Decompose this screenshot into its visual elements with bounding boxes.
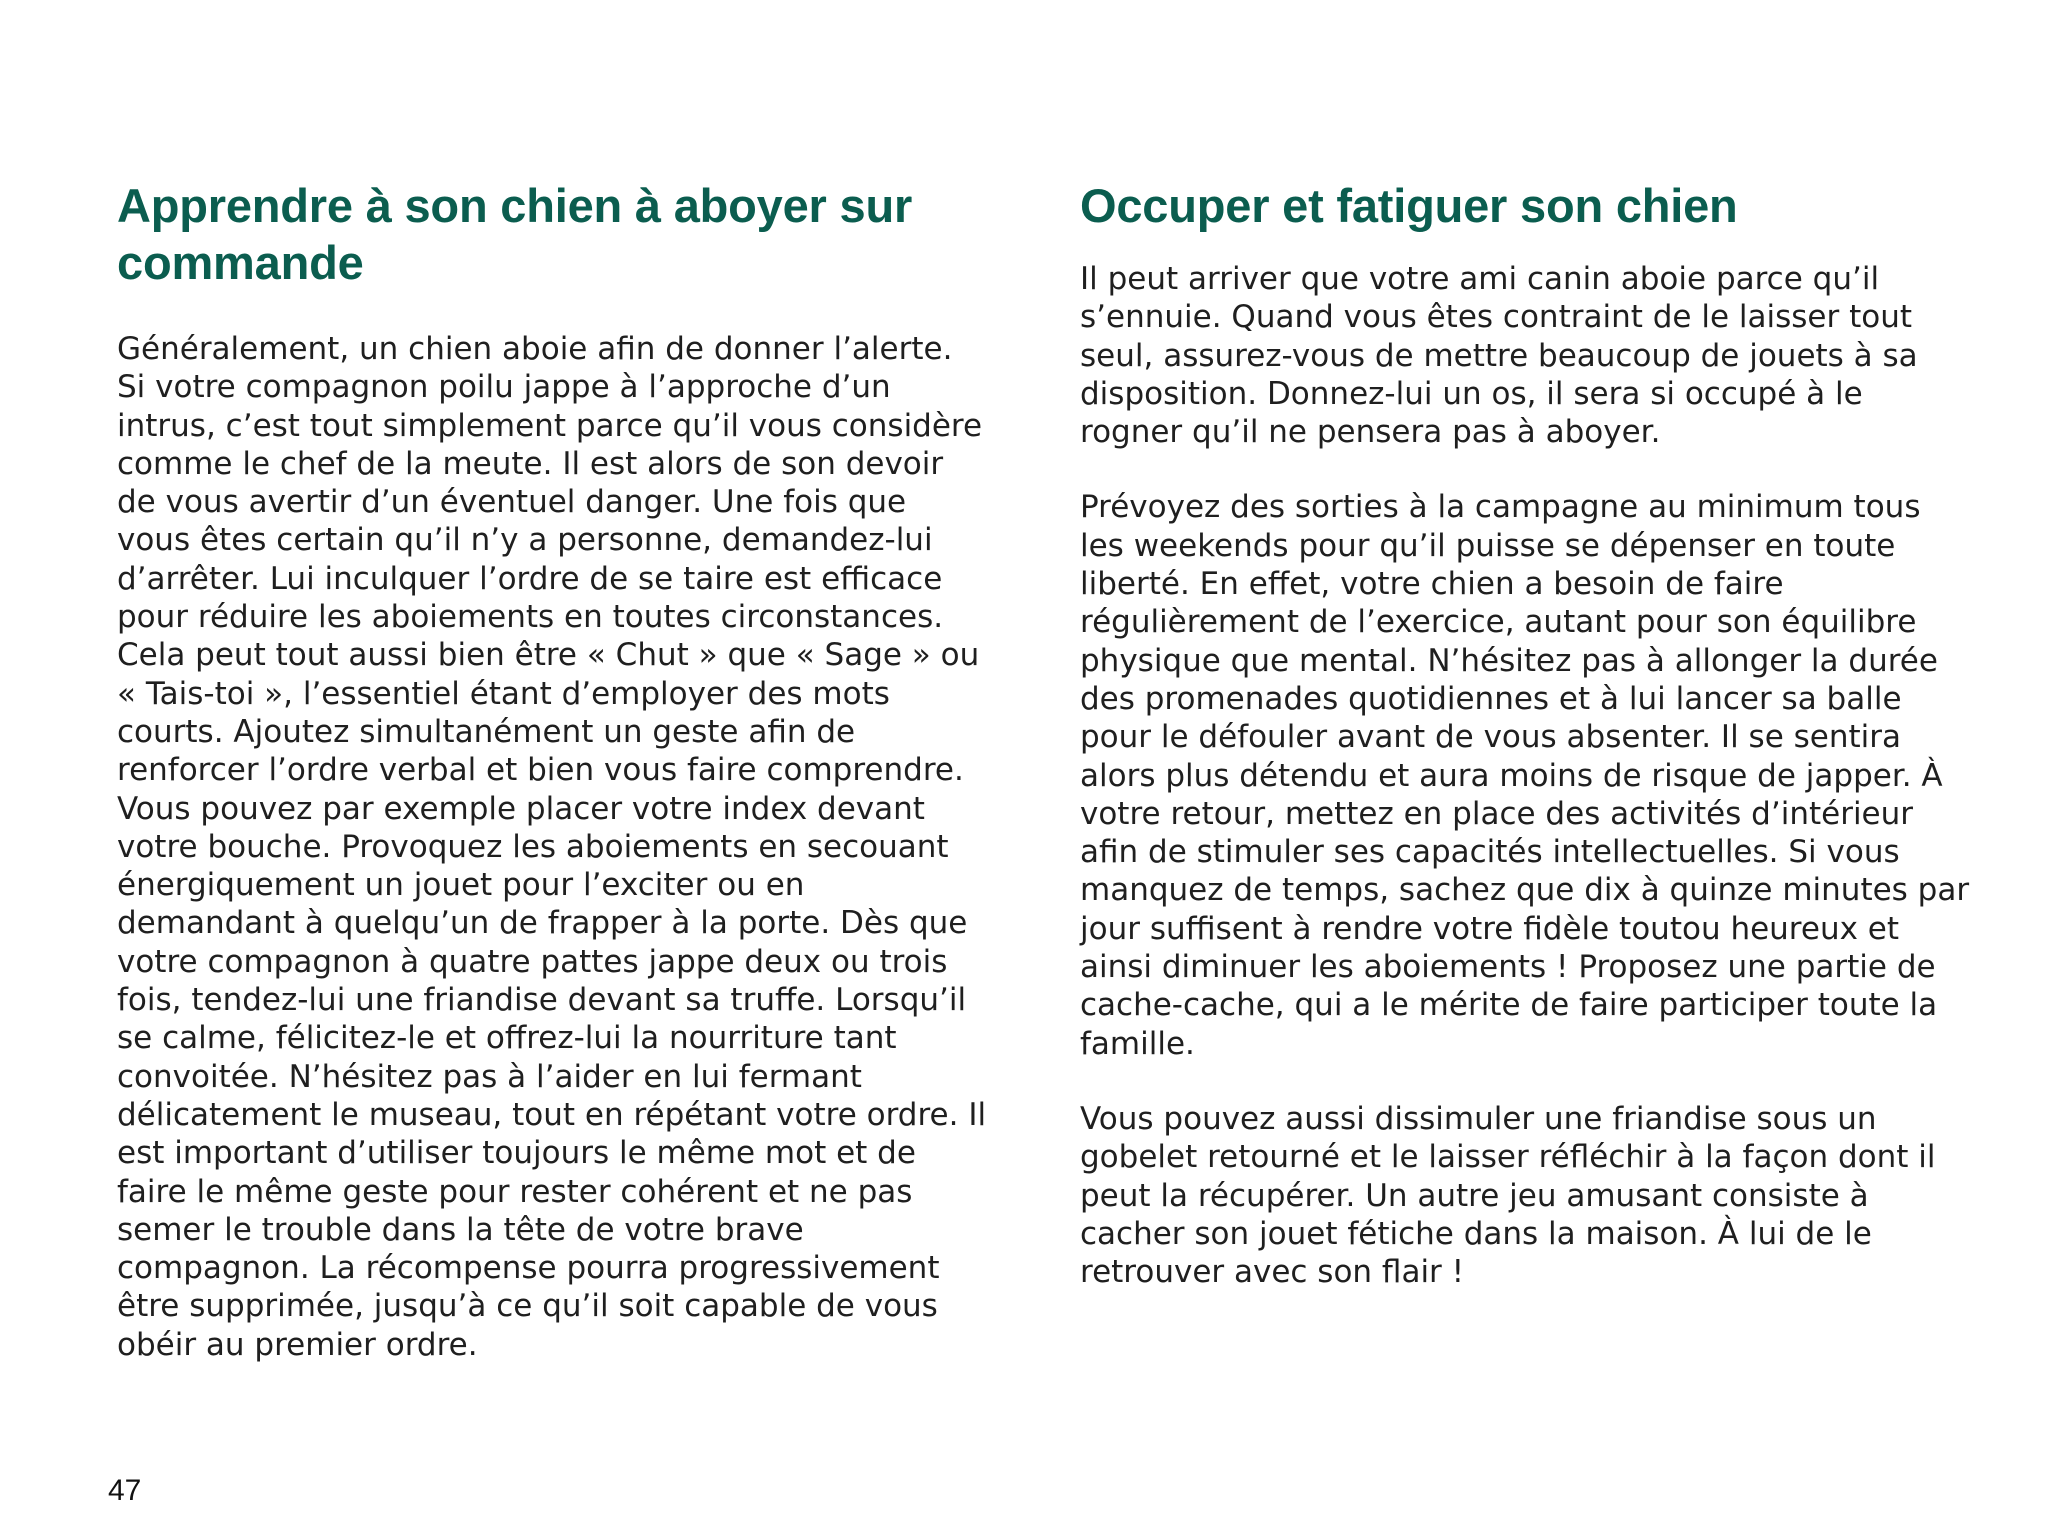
right-section-title: Occuper et fatiguer son chien [1080, 179, 1738, 232]
right-section-paragraph-3: Vous pouvez aussi dissimuler une friandise sous un gobelet retourné et le laisser réfléchir à la façon dont il peut la récupérer. Un autre jeu amusant consiste à cacher son jouet fétiche dans la maison. À lui de le retrouver avec son flair ! [1080, 1100, 1936, 1291]
left-section-title: Apprendre à son chien à aboyer sur commande [117, 179, 913, 289]
right-section-paragraph-1: Il peut arriver que votre ami canin aboie parce qu’il s’ennuie. Quand vous êtes contraint de le laisser tout seul, assurez-vous de mettre beaucoup de jouets à sa disposition. Donnez-lui un os, il sera si occupé à le rogner qu’il ne pensera pas à aboyer. [1080, 261, 1918, 451]
right-section-paragraph-2: Prévoyez des sorties à la campagne au minimum tous les weekends pour qu’il puisse se dépenser en toute liberté. En effet, votre chien a besoin de faire régulièrement de l’exercice, autant pour son équilibre physique que mental. N’hésitez pas à allonger la durée des promenades quotidiennes et à lui lancer sa balle pour le défouler avant de vous absenter. Il se sentira alors plus détendu et aura moins de risque de japper. À votre retour, mettez en place des activités d’intérieur afin de stimuler ses capacités intellectuelles. Si vous manquez de temps, sachez que dix à quinze minutes par jour suffisent à rendre votre fidèle toutou heureux et ainsi diminuer les aboiements ! Proposez une partie de cache-cache, qui a le mérite de faire participer toute la famille. [1080, 489, 1970, 1062]
left-column [117, 177, 987, 1364]
left-section-paragraph: Généralement, un chien aboie afin de donner l’alerte. Si votre compagnon poilu jappe à l’approche d’un intrus, c’est tout simplement parce qu’il vous considère comme le chef de la meute. Il est alors de son devoir de vous avertir d’un éventuel danger. Une fois que vous êtes certain qu’il n’y a personne, demandez-lui d’arrêter. Lui inculquer l’ordre de se taire est efficace pour réduire les aboiements en toutes circonstances. Cela peut tout aussi bien être « Chut » que « Sage » ou « Tais-toi », l’essentiel étant d’employer des mots courts. Ajoutez simultanément un geste afin de renforcer l’ordre verbal et bien vous faire comprendre. Vous pouvez par exemple placer votre index devant votre bouche. Provoquez les aboiements en secouant énergiquement un jouet pour l’exciter ou en demandant à quelqu’un de frapper à la porte. Dès que votre compagnon à quatre pattes jappe deux ou trois fois, tendez-lui une friandise devant sa truffe. Lorsqu’il se calme, félicitez-le et offrez-lui la nourriture tant convoitée. N’hésitez pas à l’aider en lui fermant délicatement le museau, tout en répétant votre ordre. Il est important d’utiliser toujours le même mot et de faire le même geste pour rester cohérent et ne pas semer le trouble dans la tête de votre brave compagnon. La récompense pourra progressivement être supprimée, jusqu’à ce qu’il soit capable de vous obéir au premier ordre. [117, 331, 987, 1363]
right-column [1080, 177, 1970, 1291]
page-number: 47 [108, 1474, 142, 1507]
